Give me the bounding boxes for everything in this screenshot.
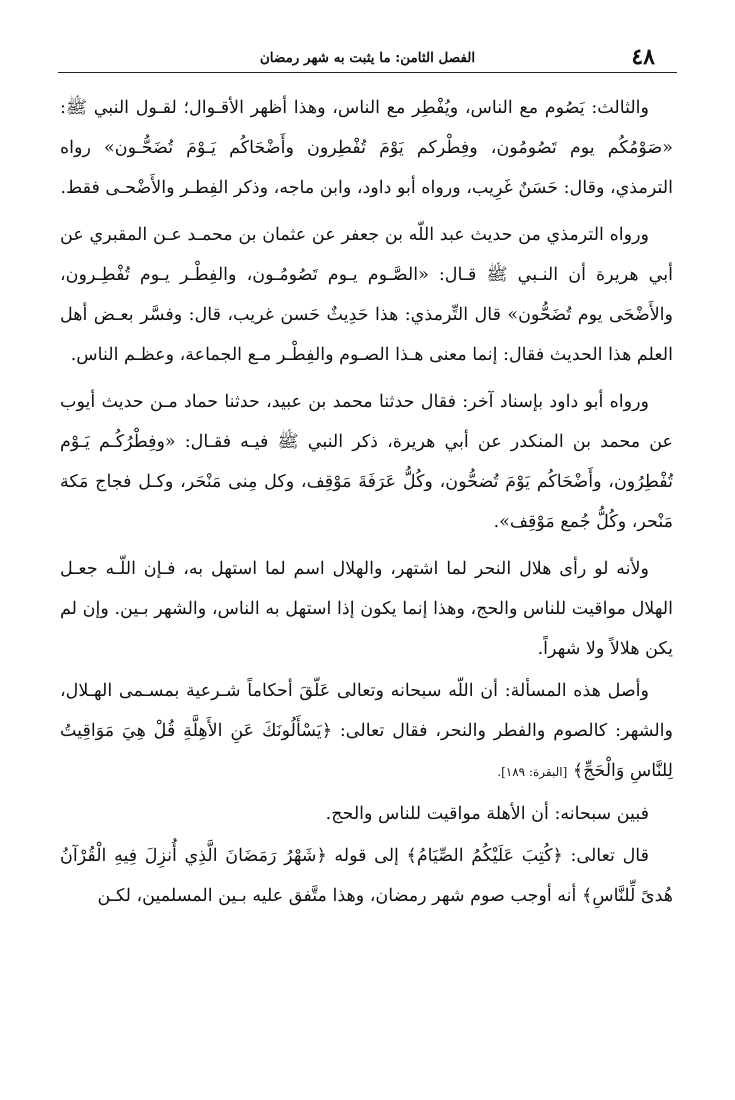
paragraph-5 [60, 671, 673, 792]
paragraph-3: ورواه أبو داود بإسناد آخر: فقال حدثنا محمد بن عبيد، حدثنا حماد مـن حديث أيوب عن محمد بن المنكدر عن أبي هريرة، ذكر النبي ﷺ فيـه فقـال: «وفِطْرُكُـم يَـوْم تُفْطِرُون، وأَضْحَاكُم يَوْمَ تُضحُّون، وكُلُّ عَرَفَةَ مَوْقِف، وكل مِنى مَنْحَر، وكـل فجاج مَكة مَنْحر، وكُلُّ جُمع مَوْقِف». [60, 392, 673, 532]
page-header [58, 44, 677, 73]
quran-reference: [البقرة: ١٨٩]. [497, 765, 568, 779]
chapter-running-title: الفصل الثامن: ما يثبت به شهر رمضان [259, 50, 476, 66]
paragraph-6: فبين سبحانه: أن الأهلة مواقيت للناس والحج. [325, 804, 649, 824]
paragraph-4: ولأنه لو رأى هلال النحر لما اشتهر، والهلال اسم لما استهل به، فـإن اللّـه جعـل الهلال مواقيت للناس والحج، وهذا إنما يكون إذا استهل به الناس، والشهر بـين. وإن لم يكن هلالاً ولا شهراً. [60, 559, 673, 659]
paragraph-2: ورواه الترمذي من حديث عبد اللّه بن جعفر عن عثمان بن محمـد عـن المقبري عن أبي هريرة أن النـبي ﷺ قـال: «الصَّـوم يـوم تَصُومُـون، والفِطْـر يـوم تُفْطِـرون، والأَضْحَى يوم تُضَحُّون» قال التِّرمذي: هذا حَدِيثٌ حَسن غريب، قال: وفسَّر بعـض أهل العلم هذا الحديث فقال: إنما معنى هـذا الصـوم والفِطْـر مـع الجماعة، وعظـم الناس. [60, 225, 673, 365]
paragraph-1: والثالث: يَصُوم مع الناس، ويُفْطِر مع الناس، وهذا أظهر الأقـوال؛ لقـول النبي ﷺ: «صَوْمُكُم يوم تَصُومُون، وفِطْركم يَوْمَ تُفْطِرون وأَضْحَاكُم يَـوْمَ تُضَحُّـون» رواه الترمذي، وقال: حَسَنٌ غَرِيب، ورواه أبو داود، وابن ماجه، وذكر الفِطـر والأَضْحـى فقط. [60, 98, 673, 198]
page-body [60, 88, 673, 916]
paragraph-7: قال تعالى: ﴿كُتِبَ عَلَيْكُمُ الصِّيَامُ﴾ إلى قوله ﴿شَهْرُ رَمَضَانَ الَّذِي أُنزِلَ فِيهِ الْقُرْآنُ هُدىً لِّلنَّاسِ﴾ أنه أوجب صوم شهر رمضان، وهذا متَّفق عليه بـين المسلمين، لكـن [60, 846, 673, 906]
paragraph-5-text: وأصل هذه المسألة: أن اللّه سبحانه وتعالى عَلّقَ أحكاماً شـرعية بمسـمى الهـلال، والشهر: كالصوم والفطر والنحر، فقال تعالى: ﴿يَسْأَلُونَكَ عَنِ الأَهِلَّةِ قُلْ هِيَ مَوَاقِيتُ لِلنَّاسِ وَالْحَجِّ﴾ [60, 681, 673, 781]
page-number: ٤٨ [631, 44, 655, 70]
